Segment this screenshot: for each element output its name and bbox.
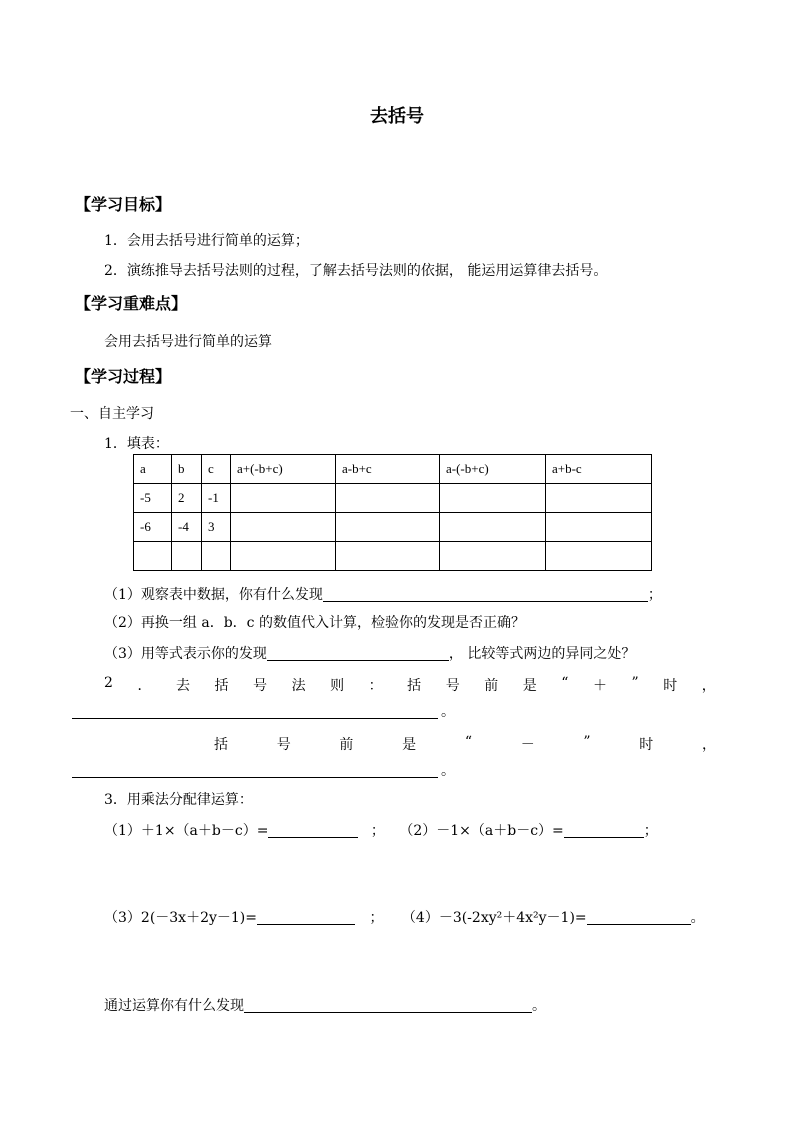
table-cell-answer[interactable] — [336, 484, 440, 513]
rule-char: 号 — [276, 737, 291, 753]
table-cell-answer[interactable] — [202, 542, 231, 571]
answer-blank[interactable] — [564, 822, 644, 838]
page-title: 去括号 — [370, 106, 424, 127]
key-points-text: 会用去括号进行简单的运算 — [104, 334, 272, 350]
process-heading: 【学习过程】 — [75, 367, 172, 386]
table-cell-answer[interactable] — [231, 513, 336, 542]
rule-char: ” — [631, 675, 639, 691]
table-header-cell: c — [202, 455, 231, 484]
rule-char: ” — [583, 734, 591, 750]
table-cell-answer[interactable] — [440, 542, 546, 571]
answer-blank[interactable] — [72, 718, 438, 719]
question-3-item-1: （1）＋1×（a＋b－c）= — [104, 823, 269, 839]
table-cell-answer[interactable] — [440, 513, 546, 542]
rule-char: ： — [368, 678, 383, 694]
question-1-label: 1．填表： — [104, 436, 169, 452]
question-1-sub-2: （2）再换一组 a．b．c 的数值代入计算，检验你的发现是否正确？ — [104, 615, 525, 631]
answer-blank[interactable] — [257, 909, 355, 925]
table-cell: 2 — [172, 484, 202, 513]
fill-table — [133, 454, 652, 571]
table-header-cell: a+(-b+c) — [231, 455, 336, 484]
rule-char: 时 — [663, 678, 678, 694]
table-row — [134, 542, 652, 571]
table-header-cell: a-b+c — [336, 455, 440, 484]
question-1-sub-3 — [104, 645, 635, 663]
conclusion-text: 通过运算你有什么发现 — [104, 998, 244, 1014]
objective-item-2: 2．演练推导去括号法则的过程，了解去括号法则的依据， 能运用运算律去括号。 — [104, 263, 608, 279]
punctuation: 。 — [441, 704, 455, 720]
punctuation: ； — [643, 823, 658, 839]
question-1-sub-1 — [104, 586, 662, 604]
table-row — [134, 484, 652, 513]
question-2-line-2 — [214, 734, 716, 754]
table-cell-answer[interactable] — [231, 484, 336, 513]
punctuation: ； — [647, 587, 662, 603]
question-1-sub-1-text: （1）观察表中数据，你有什么发现 — [104, 587, 323, 603]
table-header-row — [134, 455, 652, 484]
table-header-cell: b — [172, 455, 202, 484]
question-3-row-1 — [104, 822, 658, 840]
conclusion-line — [104, 997, 546, 1015]
question-2-line-1 — [104, 675, 716, 695]
table-header-cell: a-(-b+c) — [440, 455, 546, 484]
rule-char: － — [520, 737, 535, 753]
separator: ； — [370, 823, 385, 839]
objective-item-1: 1．会用去括号进行简单的运算； — [104, 233, 309, 249]
rule-char: ， — [701, 678, 716, 694]
answer-blank[interactable] — [72, 777, 438, 778]
punctuation: 。 — [441, 763, 455, 779]
rule-char: ． — [137, 678, 152, 694]
rule-char: 前 — [339, 737, 354, 753]
rule-char: 去 — [175, 678, 190, 694]
objectives-heading: 【学习目标】 — [75, 195, 172, 214]
question-3-item-2: （2）－1×（a＋b－c）= — [399, 823, 564, 839]
rule-char: “ — [561, 675, 569, 691]
question-3-item-4: （4）－3(-2xy²＋4x²y－1)= — [401, 910, 587, 926]
table-row — [134, 513, 652, 542]
rule-char: ＋ — [593, 678, 607, 694]
answer-blank[interactable] — [587, 909, 691, 925]
part-one-label: 一、自主学习 — [70, 406, 154, 422]
table-cell-answer[interactable] — [546, 484, 652, 513]
rule-char: 法 — [291, 678, 306, 694]
answer-blank[interactable] — [244, 997, 532, 1013]
table-cell: 3 — [202, 513, 231, 542]
punctuation: 。 — [690, 910, 705, 926]
table-cell: -4 — [172, 513, 202, 542]
table-cell-answer[interactable] — [134, 542, 172, 571]
table-cell-answer[interactable] — [172, 542, 202, 571]
rule-char: 是 — [402, 737, 417, 753]
rule-char: “ — [464, 734, 472, 750]
answer-blank[interactable] — [323, 586, 648, 602]
rule-char: 号 — [253, 678, 268, 694]
rule-char: 括 — [214, 678, 229, 694]
answer-blank[interactable] — [268, 822, 358, 838]
rule-char: 号 — [445, 678, 460, 694]
rule-char: 前 — [484, 678, 499, 694]
table-cell: -1 — [202, 484, 231, 513]
rule-char: 则 — [330, 678, 345, 694]
table-cell-answer[interactable] — [336, 513, 440, 542]
question-3-row-2 — [104, 909, 705, 927]
rule-char: 是 — [522, 678, 537, 694]
table-cell-answer[interactable] — [546, 542, 652, 571]
rule-char: ， — [701, 737, 716, 753]
question-1-sub-3-tail: ， 比较等式两边的异同之处？ — [448, 646, 636, 662]
rule-char: 括 — [407, 678, 422, 694]
table-cell-answer[interactable] — [336, 542, 440, 571]
separator: ； — [369, 910, 384, 926]
table-cell-answer[interactable] — [546, 513, 652, 542]
key-points-heading: 【学习重难点】 — [75, 294, 188, 313]
table-cell-answer[interactable] — [440, 484, 546, 513]
answer-blank[interactable] — [267, 645, 449, 661]
question-3-label: 3．用乘法分配律运算： — [104, 792, 253, 808]
question-1-sub-3-text: （3）用等式表示你的发现 — [104, 646, 267, 662]
table-header-cell: a — [134, 455, 172, 484]
table-cell: -6 — [134, 513, 172, 542]
question-3-item-3: （3）2(－3x＋2y－1)= — [104, 910, 257, 926]
rule-char: 2 — [104, 675, 113, 691]
table-cell-answer[interactable] — [231, 542, 336, 571]
rule-char: 括 — [214, 737, 228, 753]
table-header-cell: a+b-c — [546, 455, 652, 484]
rule-char: 时 — [639, 737, 654, 753]
punctuation: 。 — [532, 998, 546, 1014]
table-cell: -5 — [134, 484, 172, 513]
